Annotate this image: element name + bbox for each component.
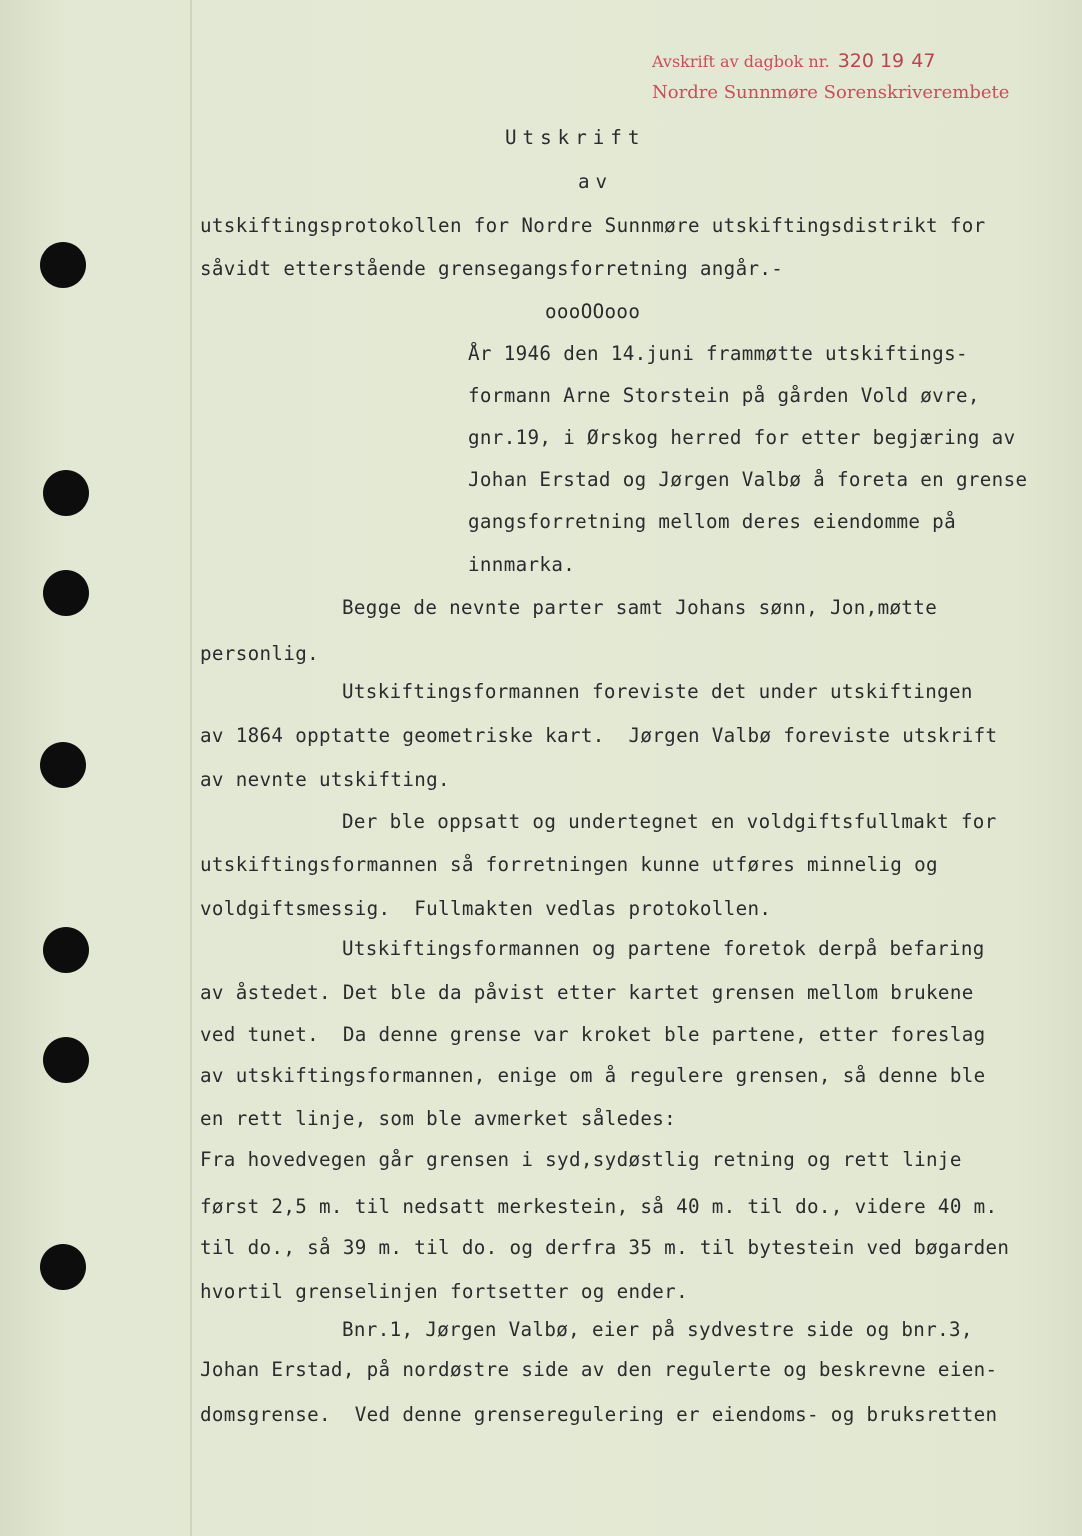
text-line: av 1864 opptatte geometriske kart. Jørgen Valbø foreviste utskrift [200,724,998,747]
stamp-office: Nordre Sunnmøre Sorenskriverembete [652,82,1010,103]
text-line: formann Arne Storstein på gården Vold øvre, [468,384,980,407]
text-line: hvortil grenselinjen fortsetter og ender. [200,1280,688,1303]
text-line: År 1946 den 14.juni frammøtte utskiftings- [468,342,968,365]
text-line: av åstedet. Det ble da påvist etter kartet grensen mellom brukene [200,981,974,1004]
text-line: Fra hovedvegen går grensen i syd,sydøstlig retning og rett linje [200,1148,962,1171]
document-subtitle: av [578,170,614,193]
text-line: Der ble oppsatt og undertegnet en voldgiftsfullmakt for [342,810,997,833]
text-line: av nevnte utskifting. [200,768,450,791]
text-line: gnr.19, i Ørskog herred for etter begjæring av [468,426,1016,449]
text-line: gangsforretning mellom deres eiendomme på [468,510,956,533]
text-line: Johan Erstad, på nordøstre side av den regulerte og beskrevne eien- [200,1358,998,1381]
text-line: først 2,5 m. til nedsatt merkestein, så 40 m. til do., videre 40 m. [200,1195,998,1218]
text-line: Utskiftingsformannen og partene foretok derpå befaring [342,937,985,960]
punch-hole [40,242,86,288]
text-line: til do., så 39 m. til do. og derfra 35 m. til bytestein ved bøgarden [200,1236,1010,1259]
punch-hole [43,570,89,616]
text-line: Johan Erstad og Jørgen Valbø å foreta en grense [468,468,1028,491]
text-line: utskiftingsprotokollen for Nordre Sunnmøre utskiftingsdistrikt for [200,214,986,237]
text-line: Begge de nevnte parter samt Johans sønn, Jon,møtte [342,596,938,619]
punch-hole [40,1244,86,1290]
text-line: personlig. [200,642,320,665]
stamp-line-1 [652,50,935,72]
punch-hole [43,470,89,516]
text-separator: oooOOooo [545,300,641,323]
text-line: utskiftingsformannen så forretningen kunne utføres minnelig og [200,853,938,876]
text-line: innmarka. [468,553,576,576]
stamp-year-prefix: 19 [879,50,905,72]
stamp-year-suffix: 47 [911,50,936,72]
page-fold [190,0,192,1536]
text-line: en rett linje, som ble avmerket således: [200,1107,677,1130]
text-line: ved tunet. Da denne grense var kroket ble partene, etter foreslag [200,1023,986,1046]
punch-hole [43,1037,89,1083]
stamp-label: Avskrift av dagbok nr. [652,52,830,71]
document-title: Utskrift [505,126,646,149]
punch-hole [40,742,86,788]
punch-hole [43,927,89,973]
text-line: Utskiftingsformannen foreviste det under utskiftingen [342,680,973,703]
text-line: domsgrense. Ved denne grenseregulering er eiendoms- og bruksretten [200,1403,998,1426]
text-line: såvidt etterstående grensegangsforretning angår.- [200,257,784,280]
text-line: voldgiftsmessig. Fullmakten vedlas protokollen. [200,897,772,920]
stamp-number: 320 [837,50,874,72]
text-line: Bnr.1, Jørgen Valbø, eier på sydvestre side og bnr.3, [342,1318,973,1341]
text-line: av utskiftingsformannen, enige om å regulere grensen, så denne ble [200,1064,986,1087]
